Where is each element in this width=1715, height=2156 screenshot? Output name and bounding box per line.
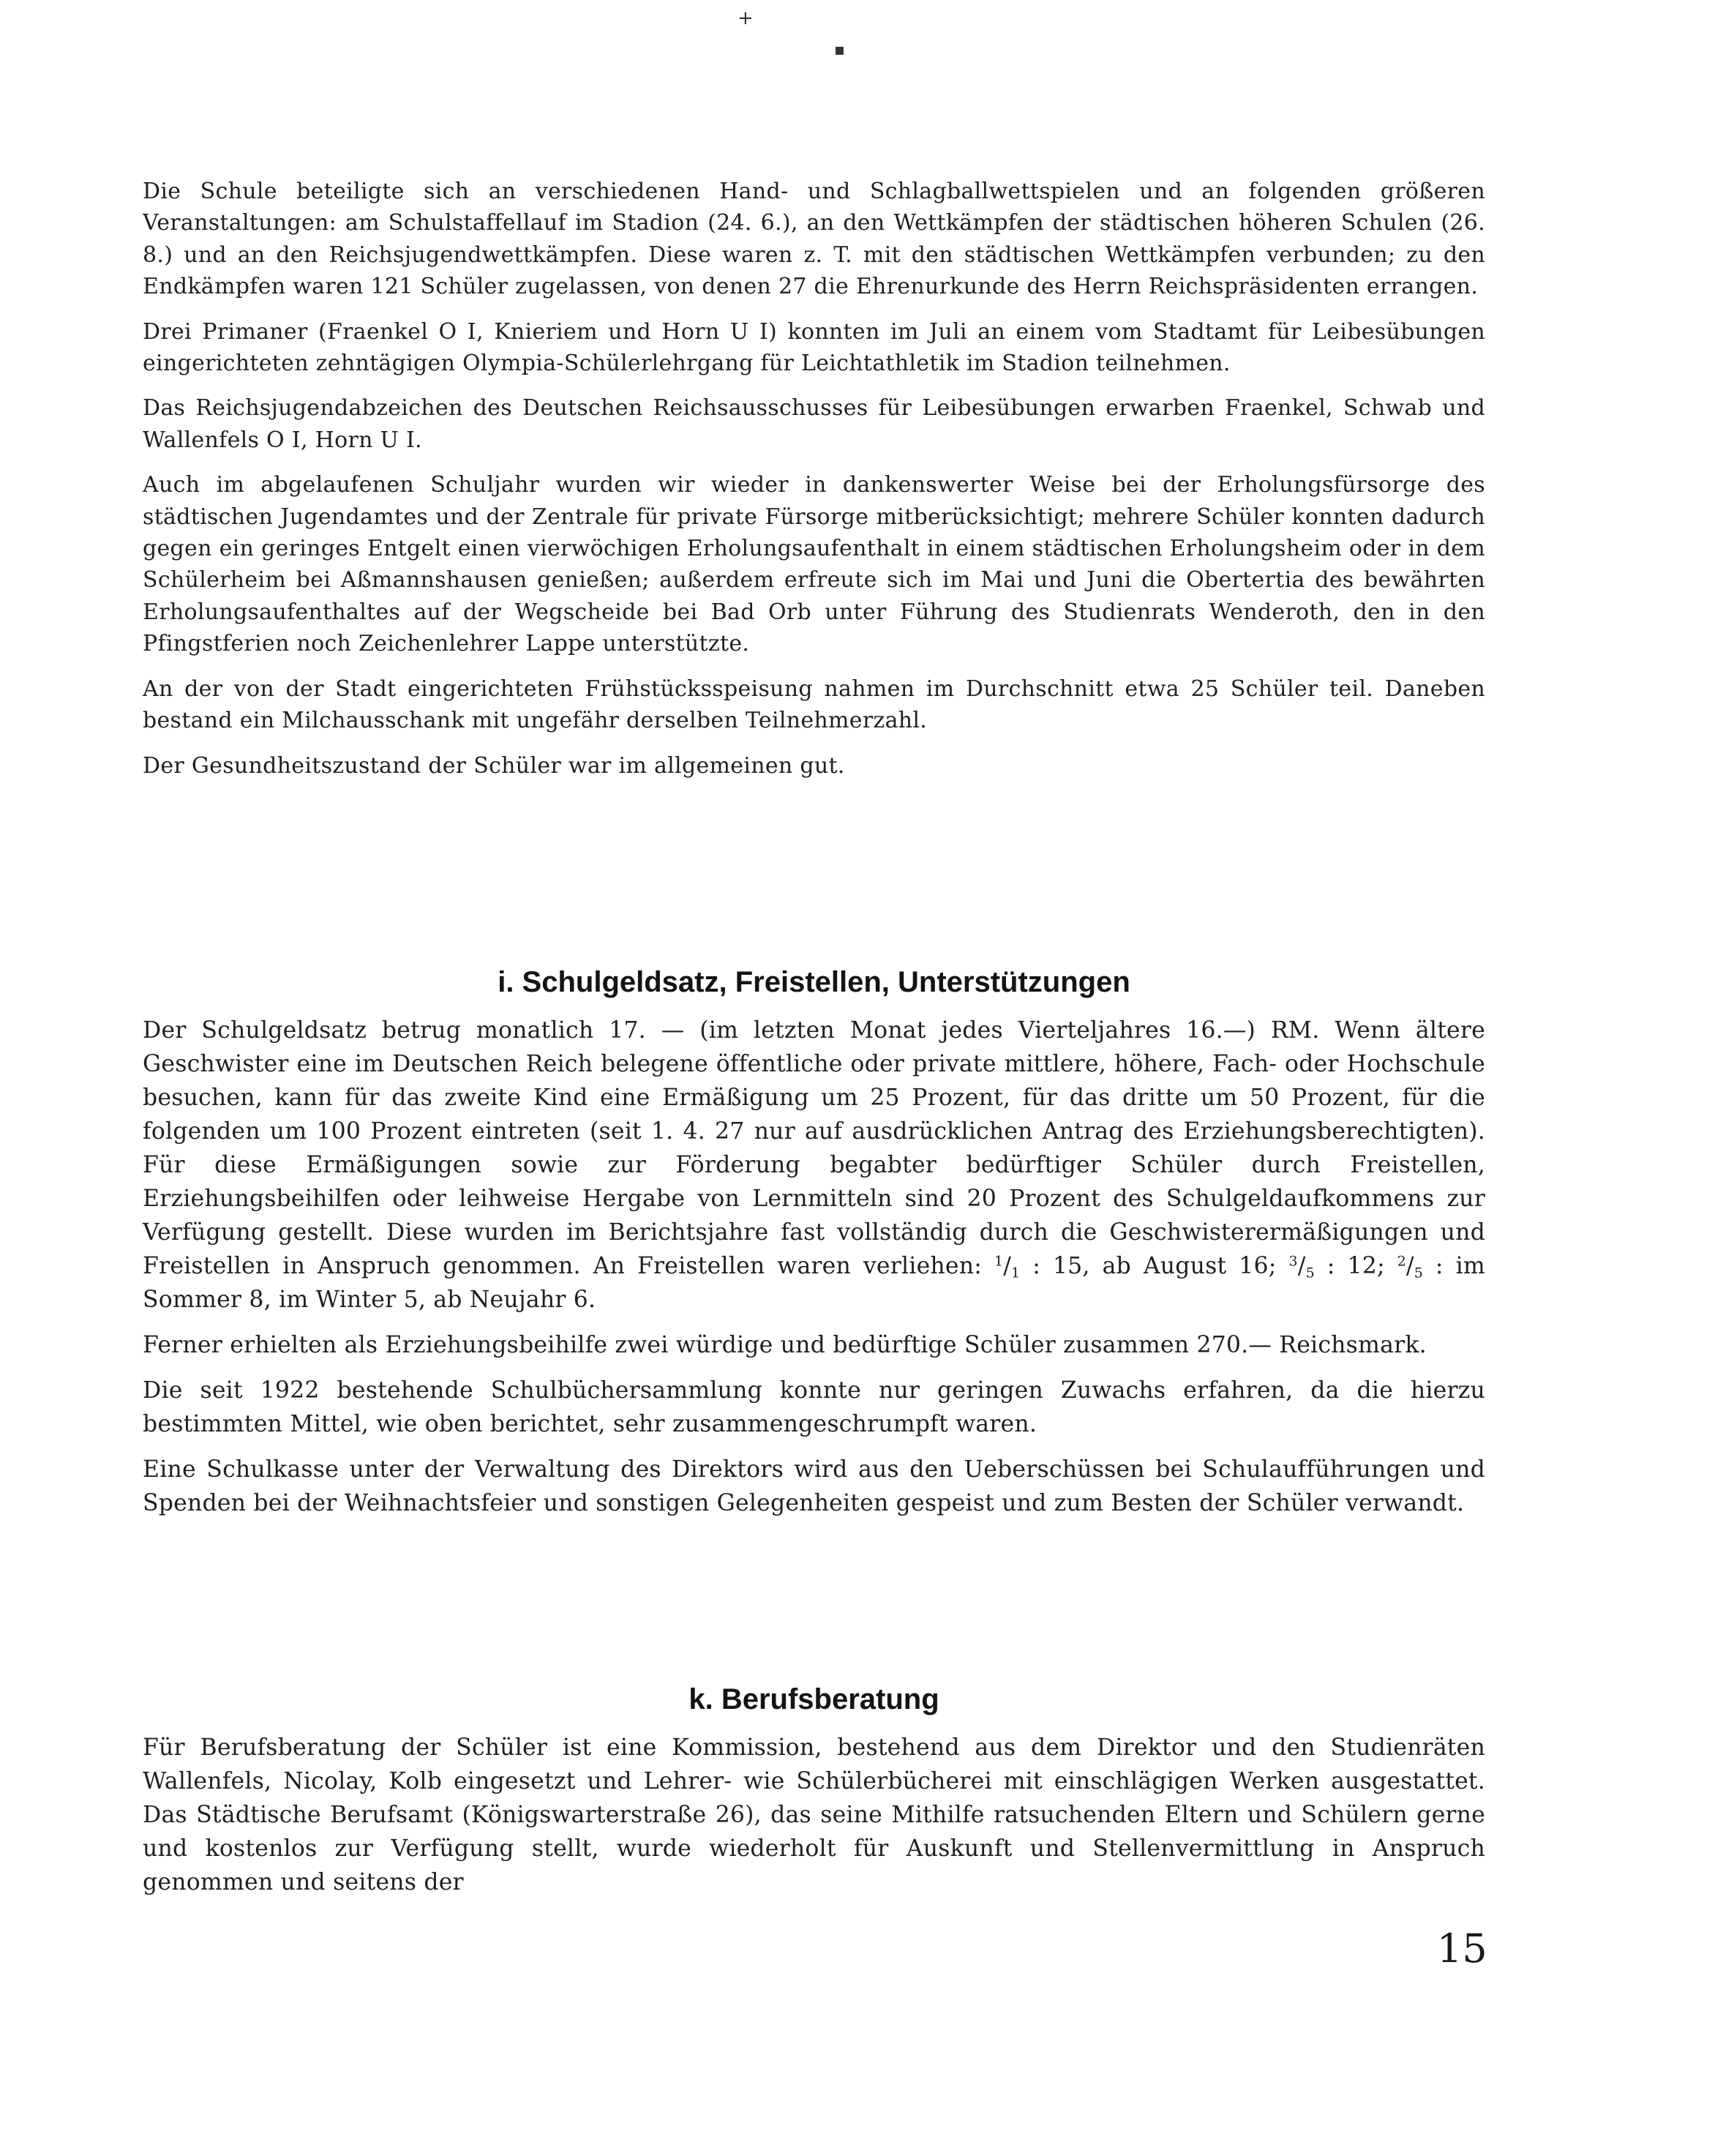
- paragraph-school-fund: Eine Schulkasse unter der Verwaltung des Direktors wird aus den Ueberschüssen bei Schulaufführungen und Spenden bei der Weihnachtsfeier und sonstigen Gelegenheiten gespeist und zum Besten der Schüler verwandt.: [143, 1456, 1485, 1516]
- fraction-numerator: 3: [1288, 1253, 1298, 1270]
- fraction-numerator: 1: [994, 1253, 1004, 1270]
- fraction-two-fifths: $^2/_5$: [1397, 1253, 1423, 1281]
- paragraph-book-collection: Die seit 1922 bestehende Schulbüchersammlung konnte nur geringen Zuwachs erfahren, da die hierzu bestimmten Mittel, wie oben berichtet, sehr zusammengeschrumpft waren.: [143, 1377, 1485, 1437]
- page-number: 15: [1437, 1925, 1487, 1972]
- fraction-denominator: 5: [1414, 1265, 1423, 1281]
- fraction-denominator: 1: [1011, 1265, 1021, 1281]
- section-i-heading: i. Schulgeldsatz, Freistellen, Unterstützungen: [498, 966, 1130, 998]
- section-k-body: [143, 1731, 1485, 1899]
- paragraph-youth-badge: Das Reichsjugendabzeichen des Deutschen Reichsausschusses für Leibesübungen erwarben Fraenkel, Schwab und Wallenfels O I, Horn U I.: [143, 395, 1485, 453]
- paragraph-health-status: Der Gesundheitszustand der Schüler war im allgemeinen gut.: [143, 752, 845, 779]
- paragraph-tuition-rate: [143, 1014, 1485, 1317]
- fraction-full-count: : 15, ab August 16;: [1020, 1253, 1289, 1279]
- paragraph-recreation-care: Auch im abgelaufenen Schuljahr wurden wir wieder in dankenswerter Weise bei der Erholungsfürsorge des städtischen Jugendamtes und der Zentrale für private Fürsorge mitberücksichtigt; mehrere Schüler konnten dadurch gegen ein geringes Entgelt einen vierwöchigen Erholungsaufenthalt in einem städtischen Erholungsheim oder in dem Schülerheim bei Aßmannshausen genießen; außerdem erfreute sich im Mai und Juni die Obertertia des bewährten Erholungsaufenthaltes auf der Wegscheide bei Bad Orb unter Führung des Studienrats Wenderoth, den in den Pfingstferien noch Zeichenlehrer Lappe unterstützte.: [143, 472, 1485, 657]
- fraction-numerator: 2: [1397, 1253, 1406, 1270]
- tuition-rate-text: Der Schulgeldsatz betrug monatlich 17. — (im letzten Monat jedes Vierteljahres 16.—) RM. Wenn ältere Geschwister eine im Deutschen Reich belegene öffentliche oder private mittlere, höhere, Fach- oder Hochschule besuchen, kann für das zweite Kind eine Ermäßigung um 25 Prozent, für das dritte um 50 Prozent, für die folgenden um 100 Prozent eintreten (seit 1. 4. 27 nur auf ausdrücklichen Antrag des Erziehungsberechtigten). Für diese Ermäßigungen sowie zur Förderung begabter bedürftiger Schüler durch Freistellen, Erziehungsbeihilfen oder leihweise Hergabe von Lernmitteln sind 20 Prozent des Schulgeldaufkommens zur Verfügung gestellt. Diese wurden im Berichtsjahre fast vollständig durch die Geschwisterermäßigungen und Freistellen in Anspruch genommen. An Freistellen waren verliehen:: [143, 1017, 1485, 1279]
- fraction-full: $^1/_1$: [994, 1253, 1021, 1281]
- scan-mark-top: +: [738, 7, 754, 29]
- section-i-body: [143, 1014, 1485, 1532]
- paragraph-career-counseling: Für Berufsberatung der Schüler ist eine Kommission, bestehend aus dem Direktor und den Studienräten Wallenfels, Nicolay, Kolb eingesetzt und Lehrer- wie Schülerbücherei mit einschlägigen Werken ausgestattet. Das Städtische Berufsamt (Königswarterstraße 26), das seine Mithilfe ratsuchenden Eltern und Schülern gerne und kostenlos zur Verfügung stellt, wurde wiederholt für Auskunft und Stellenvermittlung in Anspruch genommen und seitens der: [143, 1734, 1485, 1895]
- paragraph-breakfast-feeding: An der von der Stadt eingerichteten Frühstücksspeisung nahmen im Durchschnitt etwa 25 Schüler teil. Daneben bestand ein Milchausschank mit ungefähr derselben Teilnehmerzahl.: [143, 675, 1485, 734]
- fraction-three-fifths: $^3/_5$: [1288, 1253, 1315, 1281]
- fraction-two-fifths-count: : im Sommer 8, im Winter 5, ab Neujahr 6.: [143, 1253, 1485, 1313]
- fraction-three-fifths-count: : 12;: [1314, 1253, 1397, 1279]
- paragraph-sports-events: Die Schule beteiligte sich an verschiedenen Hand- und Schlagballwettspielen und an folgenden größeren Veranstaltungen: am Schulstaffellauf im Stadion (24. 6.), an den Wettkämpfen der städtischen höheren Schulen (26. 8.) und an den Reichsjugendwettkämpfen. Diese waren z. T. mit den städtischen Wettkämpfen verbunden; zu den Endkämpfen waren 121 Schüler zugelassen, von denen 27 die Ehrenurkunde des Herrn Reichspräsidenten errangen.: [143, 179, 1485, 300]
- paragraph-olympia-course: Drei Primaner (Fraenkel O I, Knieriem und Horn U I) konnten im Juli an einem vom Stadtamt für Leibesübungen eingerichteten zehntägigen Olympia-Schülerlehrgang für Leichtathletik im Stadion teilnehmen.: [143, 318, 1485, 377]
- section-k-heading: k. Berufsberatung: [688, 1683, 939, 1715]
- paragraph-education-aid: Ferner erhielten als Erziehungsbeihilfe zwei würdige und bedürftige Schüler zusammen 270.— Reichsmark.: [143, 1332, 1427, 1358]
- scan-mark-small: ▪: [834, 41, 845, 59]
- section-h-body: [143, 176, 1485, 795]
- fraction-denominator: 5: [1305, 1265, 1315, 1281]
